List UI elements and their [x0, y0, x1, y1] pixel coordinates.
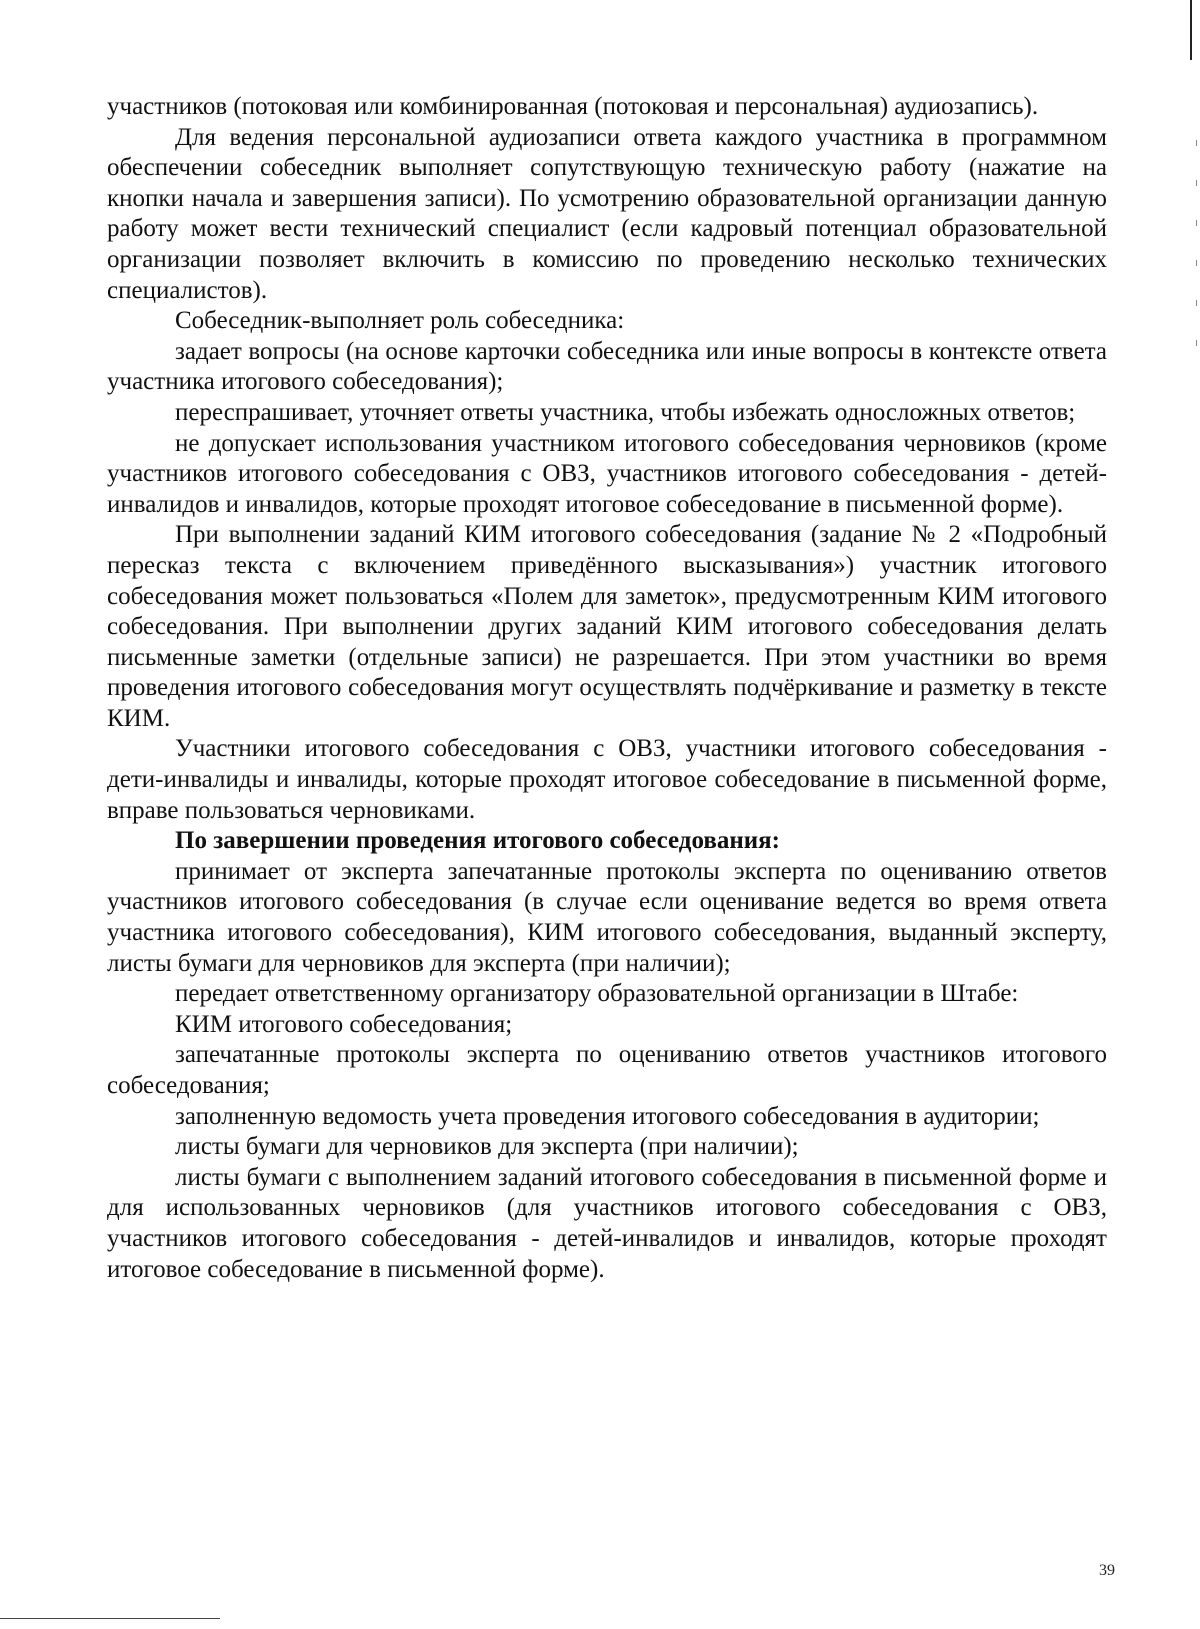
paragraph-12: КИМ итогового собеседования; — [175, 1010, 513, 1038]
paragraph-5: переспрашивает, уточняет ответы участника, чтобы избежать односложных ответов; — [175, 398, 1076, 426]
body-text — [107, 92, 1107, 1285]
paragraph-7: При выполнении заданий КИМ итогового собеседования (задание № 2 «Подробный пересказ текста с включением приведённого высказывания») участник итогового собеседования может пользоваться «Полем для заметок», предусмотренным КИМ итогового собеседования. При выполнении других заданий КИМ итогового собеседования делать письменные заметки (отдельные записи) не разрешается. При этом участники во время проведения итогового собеседования могут осуществлять подчёркивание и разметку в тексте КИМ. — [107, 521, 1107, 732]
scan-edge-marks — [1196, 140, 1197, 380]
paragraph-13: запечатанные протоколы эксперта по оцениванию ответов участников итогового собеседования; — [107, 1041, 1107, 1099]
paragraph-2: Для ведения персональной аудиозаписи ответа каждого участника в программном обеспечении собеседник выполняет сопутствующую техническую работу (нажатие на кнопки начала и завершения записи). По усмотрению образовательной организации данную работу может вести технический специалист (если кадровый потенциал образовательной организации позволяет включить в комиссию по проведению несколько технических специалистов). — [107, 123, 1107, 304]
page-number: 39 — [1099, 1562, 1115, 1579]
paragraph-6: не допускает использования участником итогового собеседования черновиков (кроме участников итогового собеседования с ОВЗ, участников итогового собеседования - детей-инвалидов и инвалидов, которые проходят итоговое собеседование в письменной форме). — [107, 429, 1107, 518]
paragraph-10: принимает от эксперта запечатанные протоколы эксперта по оцениванию ответов участников итогового собеседования (в случае если оценивание ведется во время ответа участника итогового собеседования), КИМ итогового собеседования, выданный эксперту, листы бумаги для черновиков для эксперта (при наличии); — [107, 857, 1107, 977]
paragraph-4: задает вопросы (на основе карточки собеседника или иные вопросы в контексте ответа участника итогового собеседования); — [107, 337, 1107, 396]
paragraph-8: Участники итогового собеседования с ОВЗ, участники итогового собеседования - дети-инвалиды и инвалиды, которые проходят итоговое собеседование в письменной форме, вправе пользоваться черновиками. — [107, 735, 1107, 824]
section-heading: По завершении проведения итогового собеседования: — [175, 827, 780, 855]
paragraph-15: листы бумаги для черновиков для эксперта (при наличии); — [175, 1133, 799, 1161]
paragraph-11: передает ответственному организатору образовательной организации в Штабе: — [175, 980, 1019, 1008]
paragraph-1: участников (потоковая или комбинированная (потоковая и персональная) аудиозапись). — [107, 93, 1039, 120]
paragraph-16: листы бумаги с выполнением заданий итогового собеседования в письменной форме и для использованных черновиков (для участников итогового собеседования с ОВЗ, участников итогового собеседования - детей-инвалидов и инвалидов, которые проходят итоговое собеседование в письменной форме). — [107, 1163, 1107, 1283]
paragraph-14: заполненную ведомость учета проведения итогового собеседования в аудитории; — [175, 1102, 1040, 1130]
scan-edge-line — [1190, 0, 1192, 60]
paragraph-3: Собеседник-выполняет роль собеседника: — [175, 307, 625, 335]
footer-rule — [0, 1618, 220, 1619]
